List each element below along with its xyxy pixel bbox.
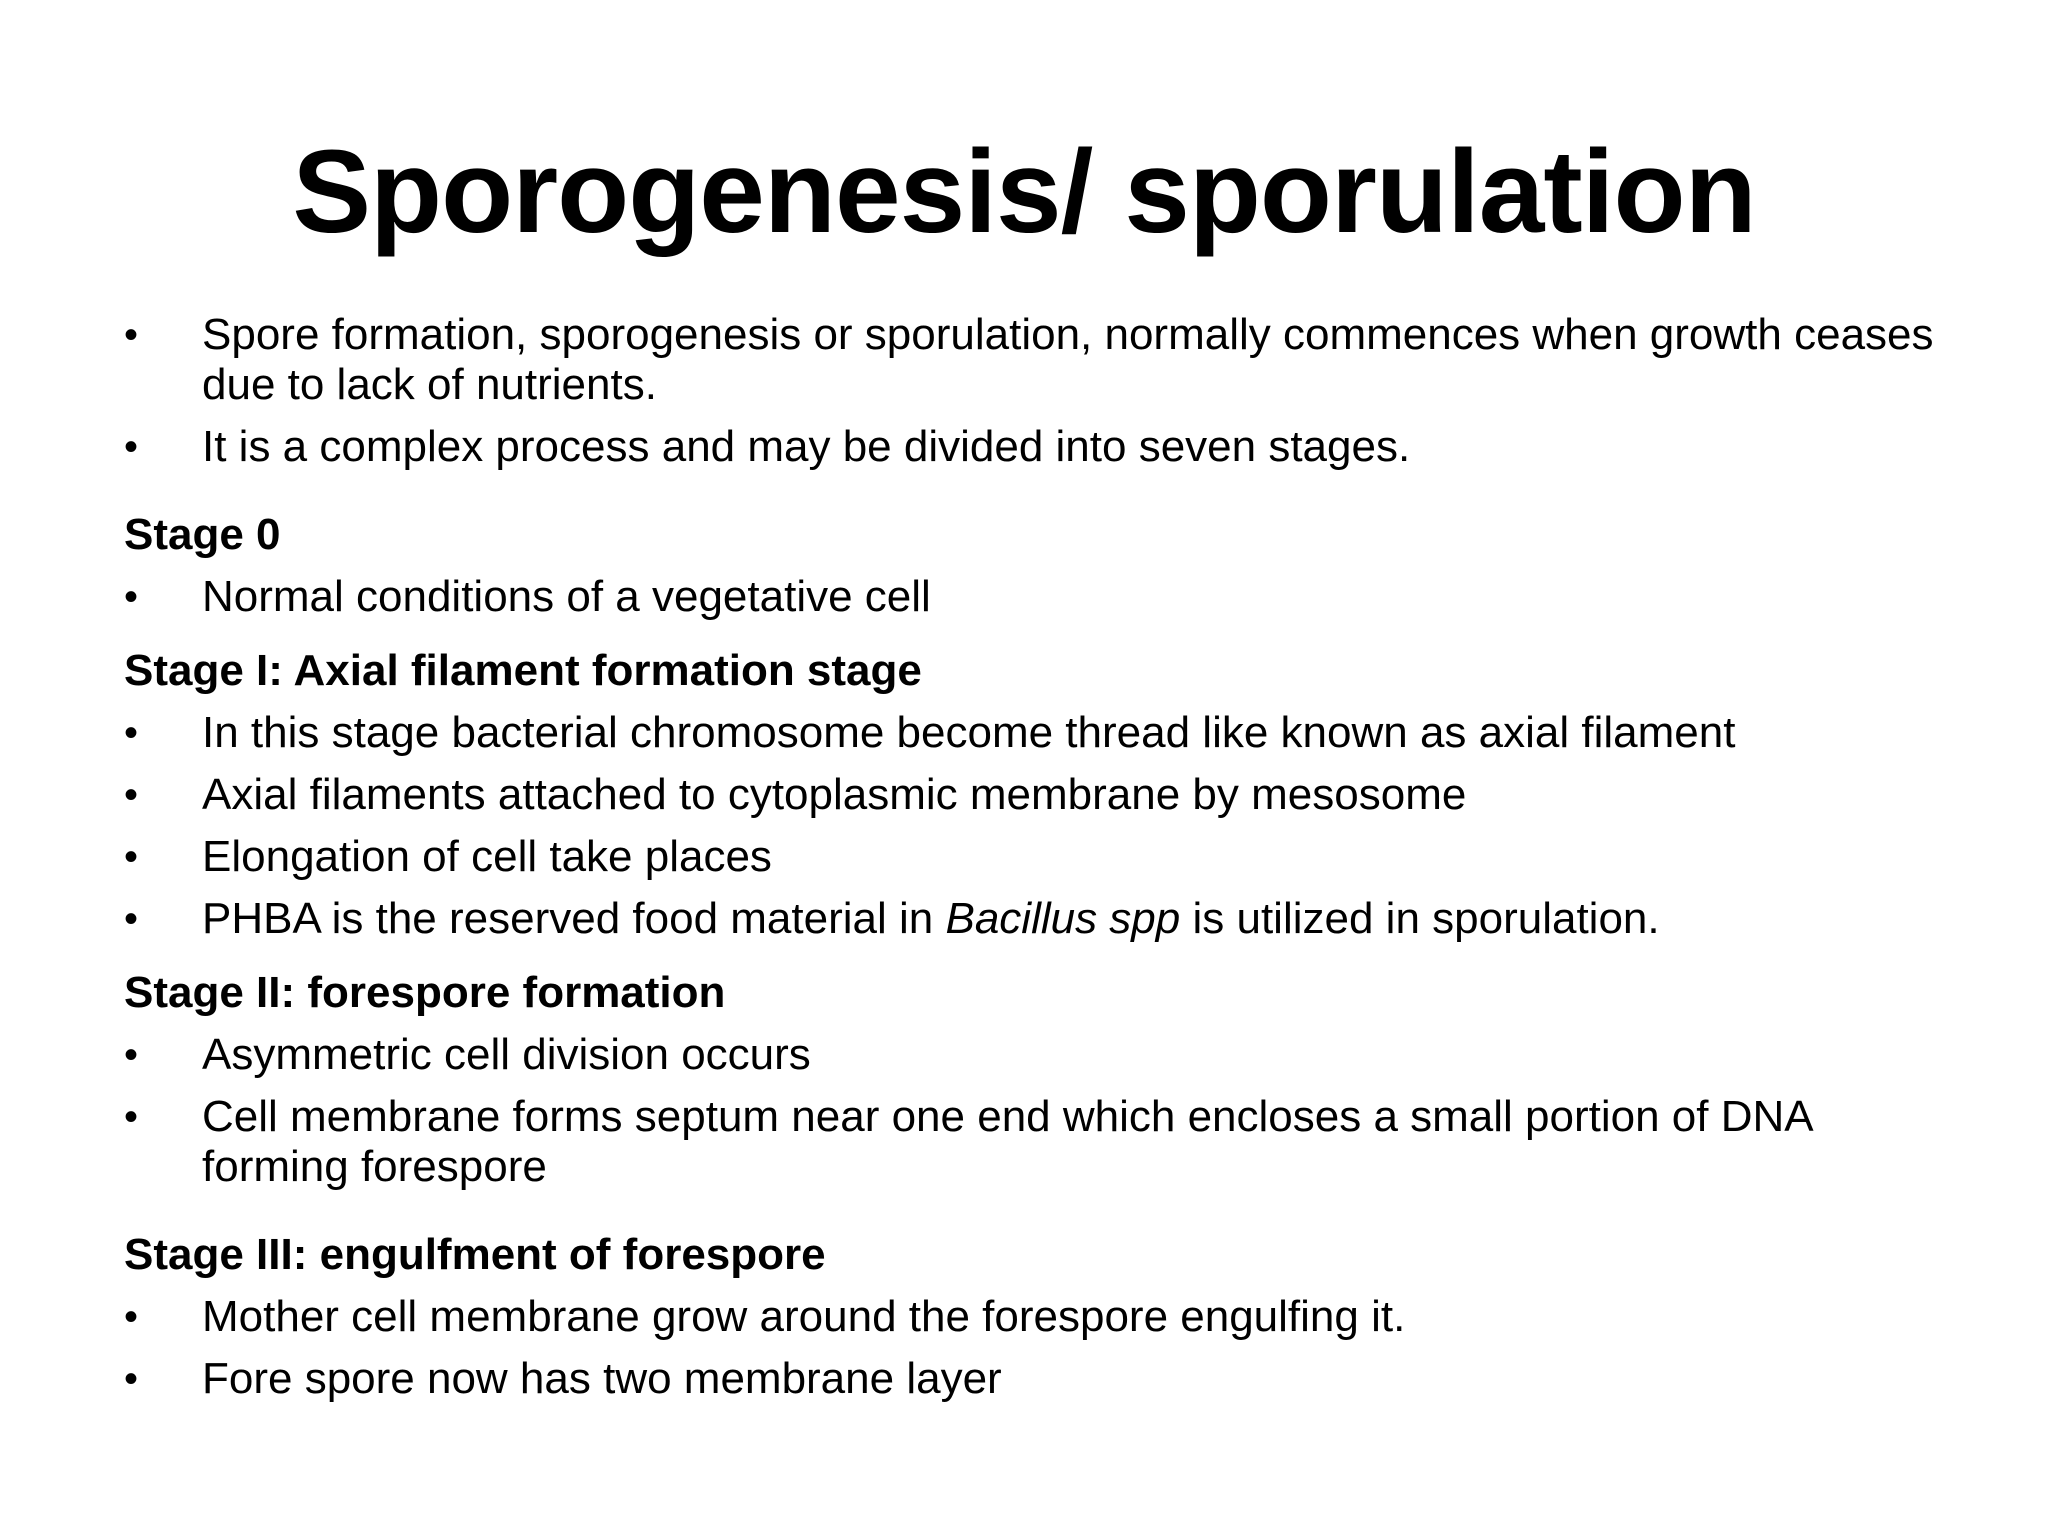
stage-2-heading: Stage II: forespore formation [124, 968, 726, 1017]
bullet-text: Elongation of cell take places [202, 832, 772, 881]
stage-3-bullet [124, 1292, 1954, 1342]
slide-title: Sporogenesis/ sporulation [292, 126, 1756, 258]
bullet-dot: • [124, 575, 139, 619]
stage-0-heading: Stage 0 [124, 510, 281, 559]
bullet-text: Fore spore now has two membrane layer [202, 1354, 1002, 1403]
stage-1-bullet [124, 708, 1954, 758]
bullet-text: Spore formation, sporogenesis or sporulation, normally commences when growth ceases due to lack of nutrients. [202, 310, 1934, 409]
bullet-dot: • [124, 711, 139, 755]
bullet-dot: • [124, 773, 139, 817]
intro-bullet [124, 310, 1954, 410]
stage-2-bullet [124, 1030, 1954, 1080]
bullet-text: It is a complex process and may be divided into seven stages. [202, 422, 1411, 471]
bullet-dot: • [124, 425, 139, 469]
bullet-dot: • [124, 313, 139, 357]
bullet-text: Mother cell membrane grow around the forespore engulfing it. [202, 1292, 1406, 1341]
stage-3-heading: Stage III: engulfment of forespore [124, 1230, 826, 1279]
stage-1-heading: Stage I: Axial filament formation stage [124, 646, 922, 695]
bullet-dot: • [124, 1295, 139, 1339]
stage-1-bullet [124, 894, 1954, 944]
bullet-dot: • [124, 1095, 139, 1139]
stage-1-bullet [124, 832, 1954, 882]
stage-2-bullet [124, 1092, 1954, 1192]
bullet-text-after: is utilized in sporulation. [1180, 894, 1660, 943]
bullet-dot: • [124, 835, 139, 879]
bullet-text-before: PHBA is the reserved food material in [202, 894, 946, 943]
bullet-dot: • [124, 1357, 139, 1401]
bullet-text: Axial filaments attached to cytoplasmic membrane by mesosome [202, 770, 1467, 819]
bullet-text: In this stage bacterial chromosome become thread like known as axial filament [202, 708, 1736, 757]
bullet-text: Asymmetric cell division occurs [202, 1030, 811, 1079]
bullet-dot: • [124, 1033, 139, 1077]
bullet-text: Cell membrane forms septum near one end which encloses a small portion of DNA forming forespore [202, 1092, 1812, 1191]
bullet-text-italic: Bacillus spp [945, 894, 1181, 943]
stage-1-bullet [124, 770, 1954, 820]
stage-3-bullet [124, 1354, 1954, 1404]
bullet-text: Normal conditions of a vegetative cell [202, 572, 931, 621]
stage-0-bullet [124, 572, 1954, 622]
intro-bullet [124, 422, 1954, 472]
bullet-dot: • [124, 897, 139, 941]
slide-body [124, 310, 1954, 1404]
